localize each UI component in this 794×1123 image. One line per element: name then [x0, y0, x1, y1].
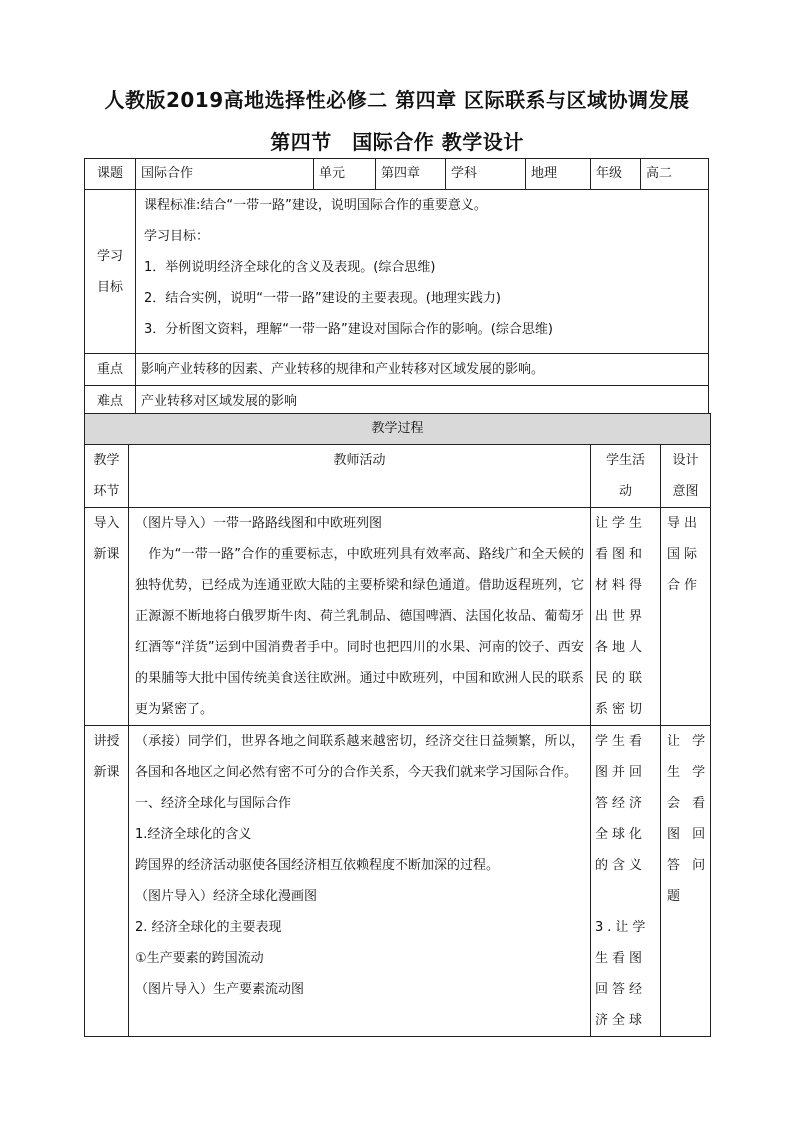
teacher-header: 教师活动 [129, 445, 591, 508]
student-line: 出世界 [595, 609, 647, 624]
stage-line: 新课 [93, 547, 120, 562]
section-stage [85, 726, 129, 1037]
student-activity [591, 726, 661, 1037]
student-line: 学生看 [595, 734, 647, 749]
teacher-paragraph: （承接）同学们，世界各地之间联系越来越密切，经济交往日益频繁，所以，各国和各地区之间必然有密不可分的合作关系，今天我们就来学习国际合作。 [135, 734, 584, 780]
student-line: 的含义 [595, 858, 647, 873]
design-line: 答 问 [667, 858, 710, 873]
header-line: 学生活 [605, 453, 645, 468]
difficult-label: 难点 [85, 386, 136, 418]
student-line: 回答经 [595, 982, 647, 997]
student-line: 各地人 [595, 640, 647, 655]
info-row-key [85, 354, 709, 386]
student-line: 材料得 [595, 578, 647, 593]
section-stage [85, 508, 129, 726]
header-line: 动 [618, 484, 632, 499]
student-line: 看图和 [595, 547, 647, 562]
teacher-paragraph: ①生产要素的跨国流动 [135, 951, 264, 966]
design-line: 导出 [667, 516, 702, 531]
document-subtitle: 第四节 国际合作 教学设计 [270, 130, 524, 154]
teacher-activity [129, 726, 591, 1037]
teacher-paragraph: 作为“一带一路”合作的重要标志，中欧班列具有效率高、路线广和全天候的独特优势，已经成为连通亚欧大陆的主要桥梁和绿色通道。借助返程班列，它正源源不断地将白俄罗斯牛肉、荷兰乳制品、德国啤酒、法国化妆品、葡萄牙红酒等“洋货”运到中国消费者手中。同时也把四川的水果、河南的饺子、西安的果脯等大批中国传统美食送往欧洲。通过中欧班列，中国和欧洲人民的联系更为紧密了。 [135, 547, 584, 717]
teacher-activity [129, 508, 591, 726]
stage-line: 讲授 [93, 734, 120, 749]
document-title: 人教版2019高地选择性必修二 第四章 区际联系与区域协调发展 [104, 88, 690, 112]
section-heading: 一、经济全球化与国际合作 [135, 796, 292, 811]
design-intent [661, 508, 711, 726]
student-spacer [595, 881, 656, 912]
student-line: 济全球 [595, 1013, 647, 1028]
subject-label: 学科 [446, 159, 526, 190]
student-line: 系密切 [595, 702, 647, 717]
student-line: 民的联 [595, 671, 647, 686]
subsection-heading: 2. 经济全球化的主要表现 [135, 920, 282, 935]
unit-value: 第四章 [376, 159, 446, 190]
design-intent [661, 726, 711, 1037]
student-header [591, 445, 661, 508]
header-line: 环节 [93, 484, 120, 499]
stage-line: 导入 [93, 516, 120, 531]
student-line: 答经济 [595, 796, 647, 811]
section-lecture [85, 726, 711, 1037]
stage-header [85, 445, 129, 508]
grade-label: 年级 [591, 159, 641, 190]
goal-item: 2．结合实例，说明“一带一路”建设的主要表现。(地理实践力) [144, 291, 501, 306]
teacher-paragraph: （图片导入）经济全球化漫画图 [135, 889, 318, 904]
teacher-paragraph: （图片导入）一带一路路线图和中欧班列图 [135, 516, 383, 531]
topic-value: 国际合作 [136, 159, 314, 190]
design-line: 让 学 [667, 734, 710, 749]
design-line: 合作 [667, 578, 702, 593]
design-line: 题 [667, 889, 685, 904]
topic-label: 课题 [85, 159, 136, 190]
design-header [661, 445, 711, 508]
header-line: 设计 [672, 453, 699, 468]
goals-label-line: 学习 [96, 248, 123, 264]
header-line: 教学 [93, 453, 120, 468]
goals-heading: 学习目标： [144, 229, 210, 244]
design-line: 国际 [667, 547, 702, 562]
lesson-info-table [84, 158, 709, 418]
process-banner: 教学过程 [85, 414, 711, 445]
design-line: 图 回 [667, 827, 710, 842]
header-line: 意图 [672, 484, 699, 499]
stage-line: 新课 [93, 765, 120, 780]
difficult-value: 产业转移对区域发展的影响 [136, 386, 709, 418]
process-banner-row [85, 414, 711, 445]
goals-label-line: 目标 [96, 279, 123, 295]
design-line: 生 学 [667, 765, 710, 780]
teaching-process-table [84, 413, 711, 1037]
grade-value: 高二 [641, 159, 709, 190]
unit-label: 单元 [314, 159, 376, 190]
teacher-paragraph: 跨国界的经济活动驱使各国经济相互依赖程度不断加深的过程。 [135, 858, 500, 873]
curriculum-standard: 课程标准:结合“一带一路”建设，说明国际合作的重要意义。 [144, 198, 487, 213]
process-header-row [85, 445, 711, 508]
student-line: 3.让学 [595, 920, 650, 935]
key-label: 重点 [85, 354, 136, 386]
teacher-paragraph: （图片导入）生产要素流动图 [135, 982, 305, 997]
student-line: 全球化 [595, 827, 647, 842]
design-line: 会 看 [667, 796, 710, 811]
goal-item: 1．举例说明经济全球化的含义及表现。(综合思维) [144, 260, 436, 275]
section-intro [85, 508, 711, 726]
info-row-topic [85, 159, 709, 190]
goals-content [136, 190, 709, 354]
student-line: 生看图 [595, 951, 647, 966]
goals-label [85, 190, 136, 354]
subject-value: 地理 [526, 159, 591, 190]
student-line: 图并回 [595, 765, 647, 780]
student-line: 让学生 [595, 516, 647, 531]
subsection-heading: 1.经济全球化的含义 [135, 827, 252, 842]
info-row-goals [85, 190, 709, 354]
goal-item: 3．分析图文资料，理解“一带一路”建设对国际合作的影响。(综合思维) [144, 322, 553, 337]
student-activity [591, 508, 661, 726]
key-value: 影响产业转移的因素、产业转移的规律和产业转移对区域发展的影响。 [136, 354, 709, 386]
